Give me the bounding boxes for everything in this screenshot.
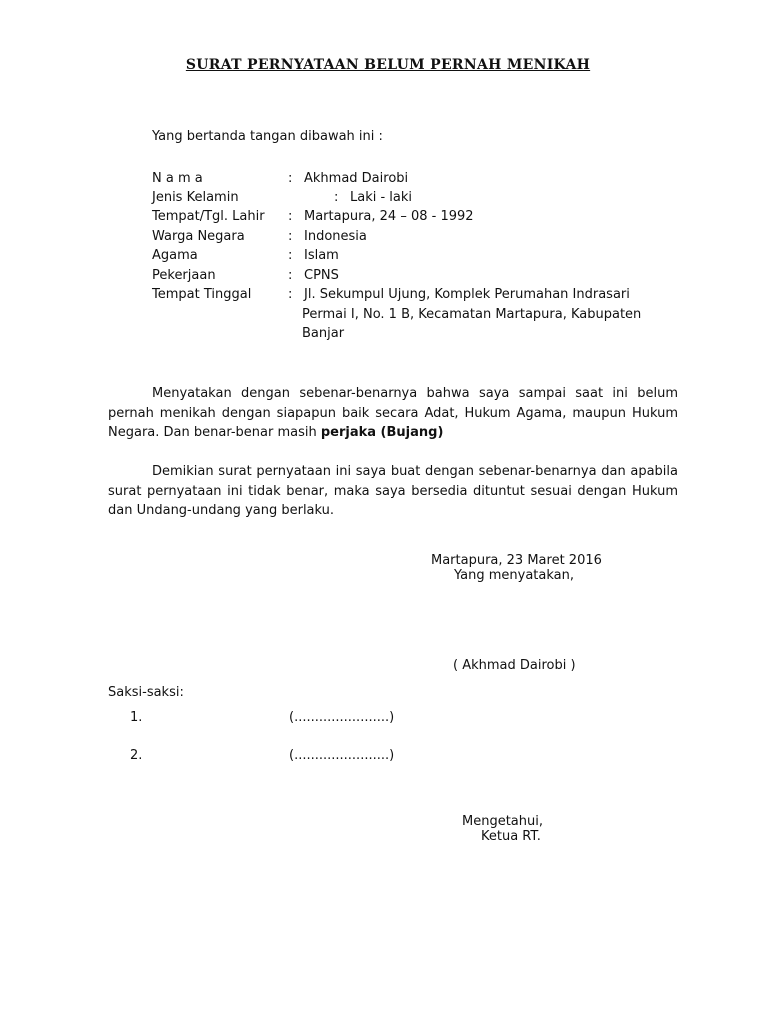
closing-paragraph: Demikian surat pernyataan ini saya buat dengan sebenar-benarnya dan apabila surat pernyataan ini tidak benar, maka saya bersedia dituntut sesuai dengan Hukum dan Undang-undang yang berlaku. — [108, 464, 678, 518]
field-value-nama: Akhmad Dairobi — [304, 171, 409, 186]
acknowledge-role: Ketua RT. — [481, 829, 541, 844]
field-colon: : — [334, 190, 339, 205]
declarer-label: Yang menyatakan, — [454, 568, 575, 583]
field-value-tempat-tgl-lahir: Martapura, 24 – 08 - 1992 — [304, 209, 474, 224]
place-date: Martapura, 23 Maret 2016 — [431, 553, 602, 568]
field-colon: : — [288, 287, 293, 302]
field-colon: : — [288, 229, 293, 244]
statement-paragraph — [108, 384, 678, 443]
statement-text: Menyatakan dengan sebenar-benarnya bahwa saya sampai saat ini belum pernah menikah dengan siapapun baik secara Adat, Hukum Agama, maupun Hukum Negara. Dan benar-benar masih — [108, 386, 678, 440]
signer-name: ( Akhmad Dairobi ) — [453, 658, 576, 673]
field-value-pekerjaan: CPNS — [304, 268, 339, 283]
address-continuation: Banjar — [302, 326, 345, 341]
field-value-warga-negara: Indonesia — [304, 229, 367, 244]
field-label-tempat-tgl-lahir: Tempat/Tgl. Lahir — [152, 209, 265, 224]
statement-emphasis: perjaka (Bujang) — [320, 425, 444, 440]
witness-signature-blank: (.......................) — [289, 748, 395, 763]
document-title: SURAT PERNYATAAN BELUM PERNAH MENIKAH — [185, 57, 591, 73]
field-colon: : — [288, 209, 293, 224]
witness-number: 1. — [130, 710, 143, 725]
field-value-jenis-kelamin: Laki - laki — [350, 190, 413, 205]
acknowledge-label: Mengetahui, — [462, 814, 543, 829]
field-label-jenis-kelamin: Jenis Kelamin — [152, 190, 239, 205]
witness-heading: Saksi-saksi: — [108, 685, 184, 700]
field-label-pekerjaan: Pekerjaan — [152, 268, 216, 283]
field-colon: : — [288, 268, 293, 283]
field-value-agama: Islam — [304, 248, 339, 263]
address-continuation: Permai I, No. 1 B, Kecamatan Martapura, Kabupaten — [302, 307, 642, 322]
field-colon: : — [288, 248, 293, 263]
field-label-warga-negara: Warga Negara — [152, 229, 245, 244]
witness-signature-blank: (.......................) — [289, 710, 395, 725]
field-label-tempat-tinggal: Tempat Tinggal — [152, 287, 252, 302]
witness-number: 2. — [130, 748, 143, 763]
field-value-tempat-tinggal: Jl. Sekumpul Ujung, Komplek Perumahan Indrasari — [304, 287, 630, 302]
field-colon: : — [288, 171, 293, 186]
field-label-agama: Agama — [152, 248, 198, 263]
intro-line: Yang bertanda tangan dibawah ini : — [152, 129, 383, 144]
field-label-nama: N a m a — [152, 171, 203, 186]
